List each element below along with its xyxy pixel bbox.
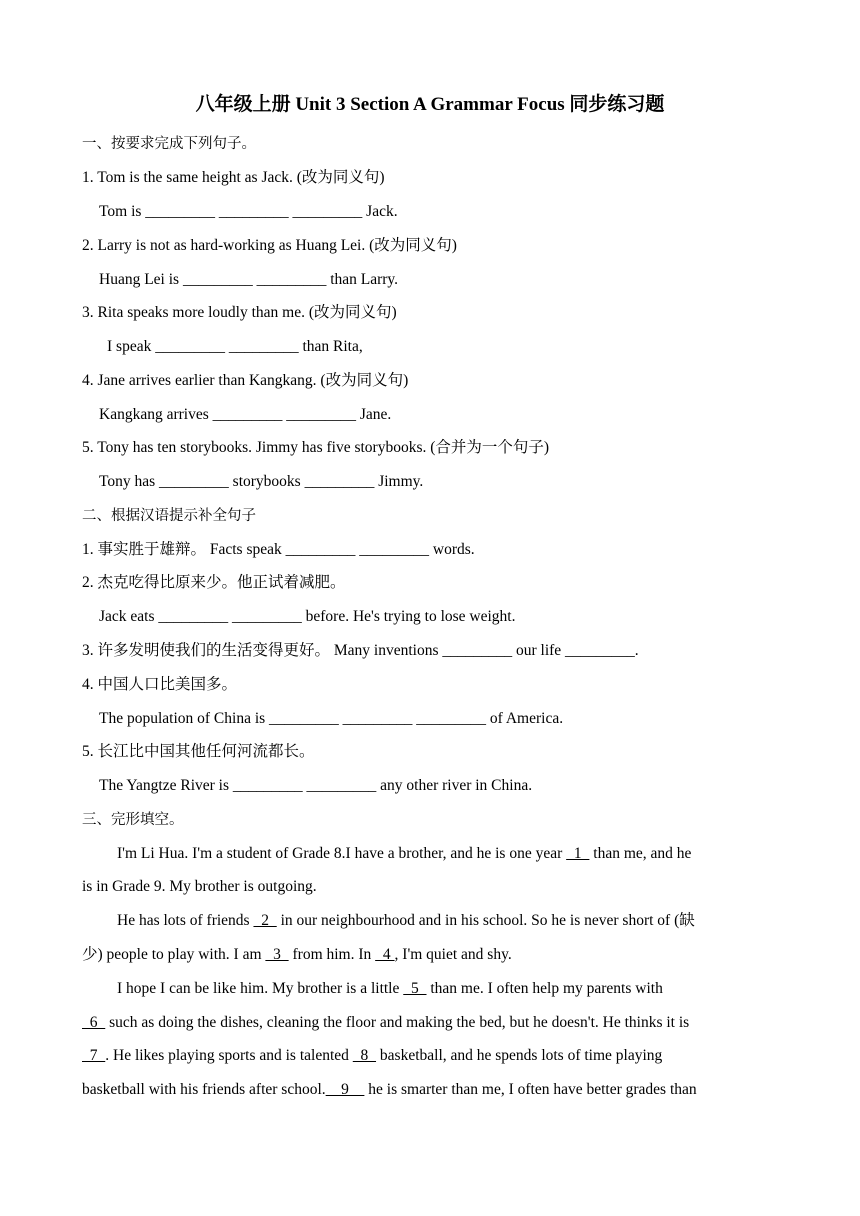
cloze-text: 少) people to play with. I am — [82, 946, 266, 963]
cloze-blank-4: 4 — [375, 946, 395, 963]
s2-item5-cn: 5. 长江比中国其他任何河流都长。 — [82, 743, 315, 760]
cloze-text: from him. In — [288, 946, 376, 963]
s1-q3: 3. Rita speaks more loudly than me. (改为同义句) — [82, 304, 397, 321]
cloze-line-5 — [117, 978, 663, 1000]
s1-a5: Tony has _________ storybooks _________ Jimmy. — [99, 473, 424, 490]
cloze-line-6 — [82, 1012, 689, 1034]
s1-a2: Huang Lei is _________ _________ than Larry. — [99, 271, 399, 288]
cloze-line-4 — [82, 944, 512, 966]
cloze-text: I'm Li Hua. I'm a student of Grade 8.I have a brother, and he is one year — [117, 845, 563, 862]
s1-q5: 5. Tony has ten storybooks. Jimmy has five storybooks. (合并为一个句子) — [82, 439, 550, 456]
cloze-text: he is smarter than me, I often have better grades than — [364, 1081, 697, 1098]
cloze-blank-7: 7 — [82, 1047, 106, 1064]
cloze-line-2: is in Grade 9. My brother is outgoing. — [82, 878, 317, 895]
cloze-blank-8: 8 — [352, 1047, 377, 1064]
section2-heading: 二、根据汉语提示补全句子 — [82, 508, 256, 524]
cloze-blank-9: 9 — [325, 1081, 365, 1098]
section3-heading: 三、完形填空。 — [82, 812, 184, 828]
section1-heading: 一、按要求完成下列句子。 — [82, 136, 256, 152]
s1-a1: Tom is _________ _________ _________ Jack. — [99, 203, 398, 220]
cloze-text: I hope I can be like him. My brother is a little — [117, 980, 404, 997]
s1-q2: 2. Larry is not as hard-working as Huang Lei. (改为同义句) — [82, 237, 457, 254]
cloze-blank-3: 3 — [265, 946, 289, 963]
cloze-blank-5: 5 — [403, 980, 427, 997]
s2-item5-en: The Yangtze River is _________ _________ any other river in China. — [99, 777, 533, 794]
s2-item3: 3. 许多发明使我们的生活变得更好。 Many inventions _________ our life _________. — [82, 642, 639, 659]
cloze-text: basketball with his friends after school. — [82, 1081, 326, 1098]
page-title: 八年级上册 Unit 3 Section A Grammar Focus 同步练习题 — [195, 94, 665, 115]
s2-item4-en: The population of China is _________ _________ _________ of America. — [99, 710, 564, 727]
cloze-blank-6: 6 — [82, 1014, 106, 1031]
s1-q4: 4. Jane arrives earlier than Kangkang. (改为同义句) — [82, 372, 409, 389]
s2-item1: 1. 事实胜于雄辩。 Facts speak _________ _________ words. — [82, 541, 475, 558]
cloze-text: than me. I often help my parents with — [426, 980, 663, 997]
s1-a4: Kangkang arrives _________ _________ Jane. — [99, 406, 392, 423]
s1-q1: 1. Tom is the same height as Jack. (改为同义句) — [82, 169, 385, 186]
s1-a3: I speak _________ _________ than Rita, — [107, 338, 363, 355]
cloze-line-1 — [117, 843, 691, 865]
cloze-blank-1: 1 — [566, 845, 590, 862]
s2-item2-en: Jack eats _________ _________ before. He's trying to lose weight. — [99, 608, 516, 625]
cloze-text: than me, and he — [589, 845, 692, 862]
cloze-text: He has lots of friends — [117, 912, 254, 929]
s2-item2-cn: 2. 杰克吃得比原来少。他正试着减肥。 — [82, 574, 346, 591]
cloze-text: in our neighbourhood and in his school. So he is never short of (缺 — [276, 912, 695, 929]
cloze-text: . He likes playing sports and is talented — [105, 1047, 353, 1064]
cloze-line-7 — [82, 1045, 662, 1067]
cloze-line-8 — [82, 1079, 697, 1101]
cloze-text: such as doing the dishes, cleaning the floor and making the bed, but he doesn't. He thinks it is — [105, 1014, 690, 1031]
cloze-line-3 — [117, 910, 695, 932]
cloze-text: , I'm quiet and shy. — [394, 946, 512, 963]
s2-item4-cn: 4. 中国人口比美国多。 — [82, 676, 238, 693]
cloze-text: basketball, and he spends lots of time playing — [376, 1047, 663, 1064]
cloze-blank-2: 2 — [253, 912, 277, 929]
